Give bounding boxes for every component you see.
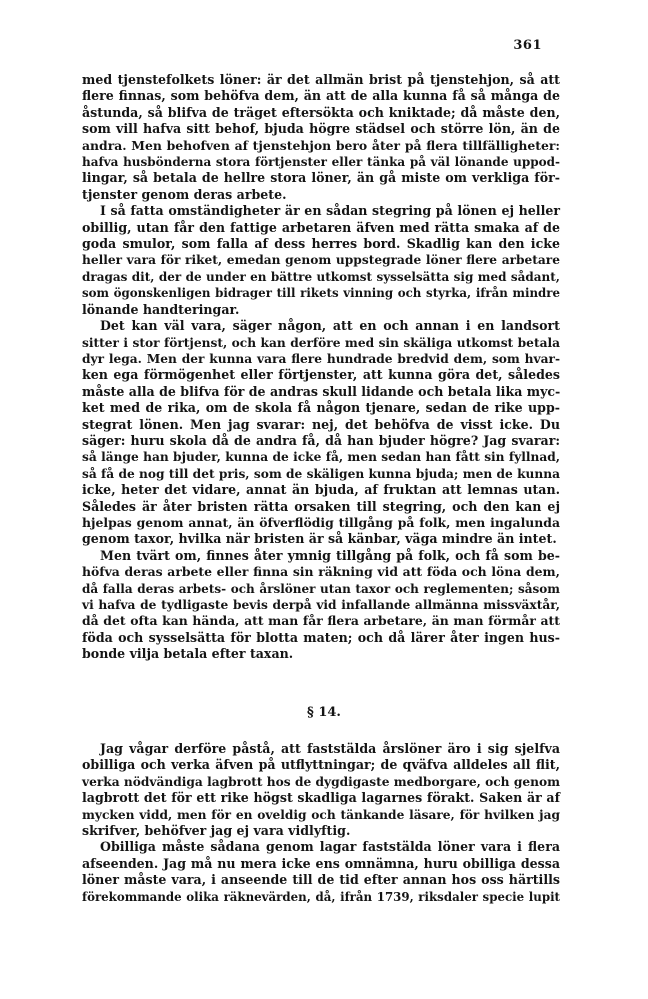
text-line: genom taxor, hvilka när bristen är så känbar, väga mindre än intet. (82, 531, 557, 547)
text-line: tjenster genom deras arbete. (82, 186, 287, 202)
text-line: lagbrott det för ett rike högst skadliga lagarnes förakt. Saken är af (82, 790, 560, 806)
text-line: dragas dit, der de under en bättre utkomst sysselsätta sig med sådant, (82, 269, 560, 284)
text-line: lönande handteringar. (82, 301, 240, 317)
text-line: ken ega förmögenhet eller förtjenster, att kunna göra det, således (82, 367, 560, 383)
text-line: obillig, utan får den fattige arbetaren äfven med rätta smaka af de (82, 219, 560, 235)
text-line: med tjenstefolkets löner: är det allmän brist på tjenstehjon, så att (82, 72, 560, 87)
text-line: måste alla de blifva för de andras skull lidande och betala lika myc- (82, 383, 561, 399)
text-line: mycken vidd, men för en oveldig och tänkande läsare, för hvilken jag (82, 807, 560, 822)
text-line: ket med de rika, om de skola få någon tjenare, sedan de rike upp- (82, 400, 560, 416)
text-line: vi hafva de tydligaste bevis derpå vid infallande allmänna missväxtår, (82, 598, 560, 612)
text-line: dyr lega. Men der kunna vara flere hundrade bredvid dem, som hvar- (82, 351, 560, 366)
text-line: hjelpas genom annat, än öfverflödig tillgång på folk, men ingalunda (82, 514, 560, 530)
text-line: heller vara för riket, emedan genom uppstegrade löner flere arbetare (82, 253, 560, 268)
text-line: stegrat lönen. Men jag svarar: nej, det behöfva de visst icke. Du (82, 416, 560, 432)
text-line: säger: huru skola då de andra få, då han bjuder högre? Jag svarar: (82, 432, 560, 448)
text-line: förekommande olika räknevärden, då, ifrån 1739, riksdaler specie lupit (82, 889, 560, 904)
text-line: bonde vilja betala efter taxan. (82, 646, 294, 662)
page-number: 361 (513, 38, 542, 53)
text-line: afseenden. Jag må nu mera icke ens omnämna, huru obilliga dessa (82, 855, 560, 871)
text-line: Det kan väl vara, säger någon, att en och annan i en landsort (100, 318, 560, 334)
text-line: Obilliga måste sådana genom lagar faststälda löner vara i flera (100, 839, 560, 855)
text-line: Jag vågar derföre påstå, att faststälda årslöner äro i sig sjelfva (100, 741, 560, 756)
body-text-block-2 (82, 741, 560, 905)
text-line: löner måste vara, i anseende till de tid efter annan hos oss härtills (82, 872, 560, 888)
text-line: så länge han bjuder, kunna de icke få, men sedan han fått sin fyllnad, (82, 450, 560, 465)
text-line: goda smulor, som falla af dess herres bord. Skadlig kan den icke (82, 236, 560, 252)
text-line: som vill hafva sitt behof, bjuda högre städsel och större lön, än de (82, 121, 560, 137)
text-line: I så fatta omständigheter är en sådan stegring på lönen ej heller (100, 203, 560, 219)
text-line: då falla deras arbets- och årslöner utan taxor och reglementen; såsom (82, 581, 560, 596)
section-heading: § 14. (307, 705, 341, 720)
text-line: lingar, så betala de hellre stora löner, än gå miste om verkliga för- (82, 170, 560, 186)
text-line: icke, heter det vidare, annat än bjuda, af fruktan att lemnas utan. (82, 482, 560, 498)
text-line: höfva deras arbete eller finna sin räkning vid att föda och löna dem, (82, 564, 560, 580)
text-line: då det ofta kan hända, att man får flera arbetare, än man förmår att (82, 613, 560, 629)
text-line: så få de nog till det pris, som de skäligen kunna bjuda; men de kunna (82, 466, 560, 481)
text-line: skrifver, behöfver jag ej vara vidlyftig. (82, 823, 351, 839)
text-line: sitter i stor förtjenst, och kan derföre med sin skäliga utkomst betala (82, 335, 560, 350)
text-line: åstunda, så blifva de träget eftersökta och kniktade; då måste den, (82, 104, 560, 120)
text-line: andra. Men behofven af tjenstehjon bero åter på flera tillfälligheter: (82, 137, 560, 153)
body-text-block-1 (82, 72, 560, 663)
text-line: Men tvärt om, finnes åter ymnig tillgång på folk, och få som be- (100, 547, 560, 563)
text-line: obilliga och verka äfven på utflyttningar; de qväfva alldeles all flit, (82, 757, 560, 773)
text-line: flere finnas, som behöfva dem, än att de alla kunna få så många de (82, 88, 560, 104)
text-line: som ögonskenligen bidrager till rikets vinning och styrka, ifrån mindre (82, 286, 560, 301)
text-line: Således är åter bristen rätta orsaken till stegring, och den kan ej (82, 498, 560, 514)
text-line: föda och sysselsätta för blotta maten; och då lärer åter ingen hus- (82, 629, 560, 645)
text-line: hafva husbönderna stora förtjenster eller tänka på väl lönande uppod- (82, 155, 560, 170)
text-line: verka nödvändiga lagbrott hos de dygdigaste medborgare, och genom (82, 774, 560, 789)
